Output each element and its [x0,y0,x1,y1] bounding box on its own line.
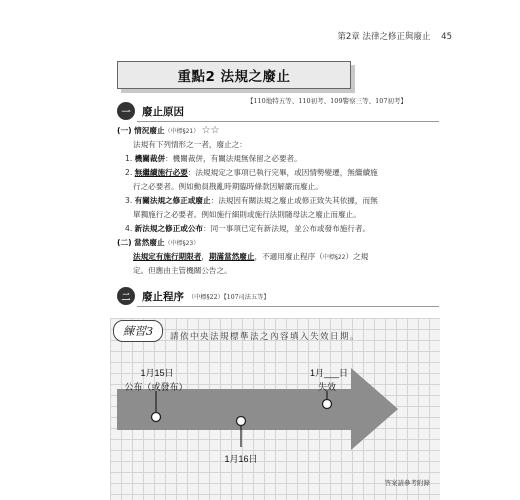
subsection-1-label: (一) 情況廢止 [117,126,165,135]
section-marker-1: 一 [117,102,135,120]
list-item-text: ：同一事項已定有新法規，並公布或發布施行者。 [203,224,371,233]
section-marker-2: 二 [117,287,135,305]
timeline-marker-1 [152,413,161,422]
section-heading-label-1: 廢止原因 [142,105,184,118]
subsection-1-ref: （中標§21） [164,128,200,135]
timeline-date-2: 1月16日 [224,454,258,464]
timeline-marker-3 [323,400,332,409]
answer-note: 答案請參考附錄 [384,479,430,487]
section-heading-label-2: 廢止程序 [142,290,184,303]
list-item-term: 機關裁併 [134,154,166,163]
section-heading-note-2: （中標§22）【107司法五等】 [188,293,270,301]
emphasis-term: 期滿當然廢止 [208,252,255,261]
punctuation: ， [201,252,209,261]
exam-tag: 【110地特五等、110初考、109警察三等、107初考】 [246,97,407,105]
list-item-term: 有關法規之修正或廢止 [134,196,211,205]
subsection-2-ref: （中標§23） [164,240,200,247]
timeline-date-3: 1月___日 [309,368,349,378]
emphasis-term: 法規定有施行期限者 [133,252,202,261]
body-text: ）之規 [345,252,369,261]
subsection-1-intro: 法規有下列情形之一者，廢止之： [133,140,247,149]
list-item-term: 新法規之修正或公布 [134,224,204,233]
page-title: 重點2 法規之廢止 [177,69,291,85]
page-number: 45 [441,32,452,42]
subsection-2-text-line2: 定。但應由主管機關公告之。 [133,266,232,275]
list-item-number: 3. [125,196,133,205]
body-text: ，不適用廢止程序（ [254,252,323,261]
list-item-continuation: 單獨施行之必要者。例如施行細則或施行法則隨母法之廢止而廢止。 [133,210,361,219]
list-item-text: ：法規規定之事項已執行完畢，或因情勢變遷，無繼續施 [187,168,378,177]
list-item-number: 1. [125,154,133,163]
law-reference: 中標§22 [322,254,346,261]
chapter-title: 第2章 法律之修正與廢止 [337,32,431,42]
timeline-label-1: 公布（或發布） [124,382,188,392]
list-item-continuation: 行之必要者。例如動員戡亂時期臨時條款因解嚴而廢止。 [133,182,323,191]
practice-prompt: 請依中央法規標準法之內容填入失效日期。 [170,332,361,342]
list-item-number: 4. [125,224,133,233]
list-item-term: 無繼續施行必要 [134,168,188,177]
timeline-label-3: 失效 [317,382,336,392]
subsection-2-label: (二) 當然廢止 [117,238,165,247]
list-item-number: 2. [125,168,133,177]
list-item-text: ：機關裁併，有關法規無保留之必要者。 [165,154,302,163]
practice-badge: 練習3 [113,320,163,342]
star-rating-icon: ☆☆ [201,125,220,136]
list-item-text: ：法規因有關法規之廢止或修正致失其依據，而無 [210,196,378,205]
timeline-marker-2 [237,417,246,426]
timeline-date-1: 1月15日 [140,368,174,378]
